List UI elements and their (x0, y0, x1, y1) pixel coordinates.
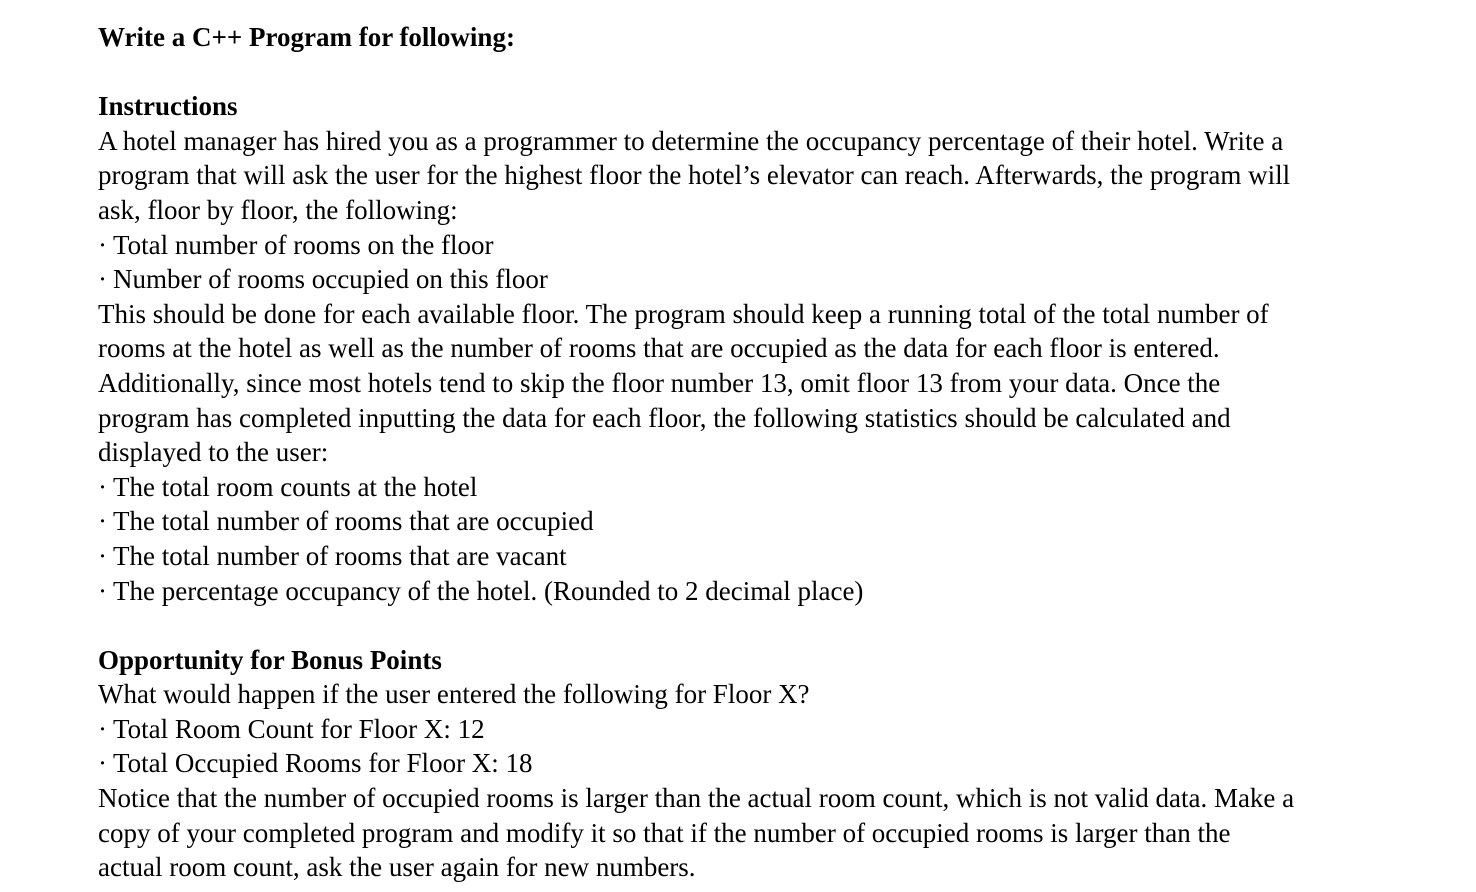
paragraph-line: displayed to the user: (98, 437, 329, 468)
instructions-heading: Instructions (98, 91, 238, 122)
list-item-text: The total number of rooms that are occupied (113, 506, 594, 537)
bullet-icon: · (98, 748, 107, 779)
list-item-text: Number of rooms occupied on this floor (113, 264, 548, 295)
list-item (98, 504, 1458, 539)
paragraph-line: A hotel manager has hired you as a programmer to determine the occupancy percentage of their hotel. Write a (98, 125, 1284, 156)
spacer (98, 608, 1458, 643)
paragraph-line: actual room count, ask the user again for new numbers. (98, 852, 696, 883)
paragraph-line: This should be done for each available floor. The program should keep a running total of the total number of (98, 298, 1269, 329)
list-item (98, 470, 1458, 505)
document-title: Write a C++ Program for following: (98, 22, 515, 52)
paragraph-line: What would happen if the user entered the following for Floor X? (98, 679, 810, 710)
list-item-text: Total Room Count for Floor X: 12 (113, 713, 485, 744)
list-item (98, 712, 1458, 747)
bullet-icon: · (98, 471, 107, 502)
paragraph-line: rooms at the hotel as well as the number of rooms that are occupied as the data for each floor is entered. (98, 333, 1220, 364)
bullet-icon: · (98, 264, 107, 295)
list-item-text: The total number of rooms that are vacant (113, 540, 567, 571)
paragraph-line: program has completed inputting the data for each floor, the following statistics should be calculated and (98, 402, 1231, 433)
list-item (98, 539, 1458, 574)
list-item (98, 574, 1458, 609)
bullet-icon: · (98, 229, 107, 260)
bonus-heading: Opportunity for Bonus Points (98, 644, 442, 675)
paragraph-line: copy of your completed program and modify it so that if the number of occupied rooms is larger than the (98, 817, 1231, 848)
list-item-text: Total Occupied Rooms for Floor X: 18 (113, 748, 533, 779)
document (98, 20, 1458, 885)
spacer (98, 55, 1458, 90)
list-item-text: Total number of rooms on the floor (113, 229, 494, 260)
paragraph-line: ask, floor by floor, the following: (98, 194, 458, 225)
paragraph-line: Additionally, since most hotels tend to skip the floor number 13, omit floor 13 from your data. Once the (98, 367, 1221, 398)
list-item (98, 262, 1458, 297)
list-item-text: The total room counts at the hotel (113, 471, 478, 502)
bullet-icon: · (98, 575, 107, 606)
bullet-icon: · (98, 540, 107, 571)
list-item (98, 746, 1458, 781)
bullet-icon: · (98, 713, 107, 744)
list-item-text: The percentage occupancy of the hotel. (Rounded to 2 decimal place) (113, 575, 864, 606)
list-item (98, 228, 1458, 263)
paragraph-line: program that will ask the user for the highest floor the hotel’s elevator can reach. Afterwards, the program will (98, 160, 1291, 191)
paragraph-line: Notice that the number of occupied rooms is larger than the actual room count, which is not valid data. Make a (98, 783, 1295, 814)
bullet-icon: · (98, 506, 107, 537)
